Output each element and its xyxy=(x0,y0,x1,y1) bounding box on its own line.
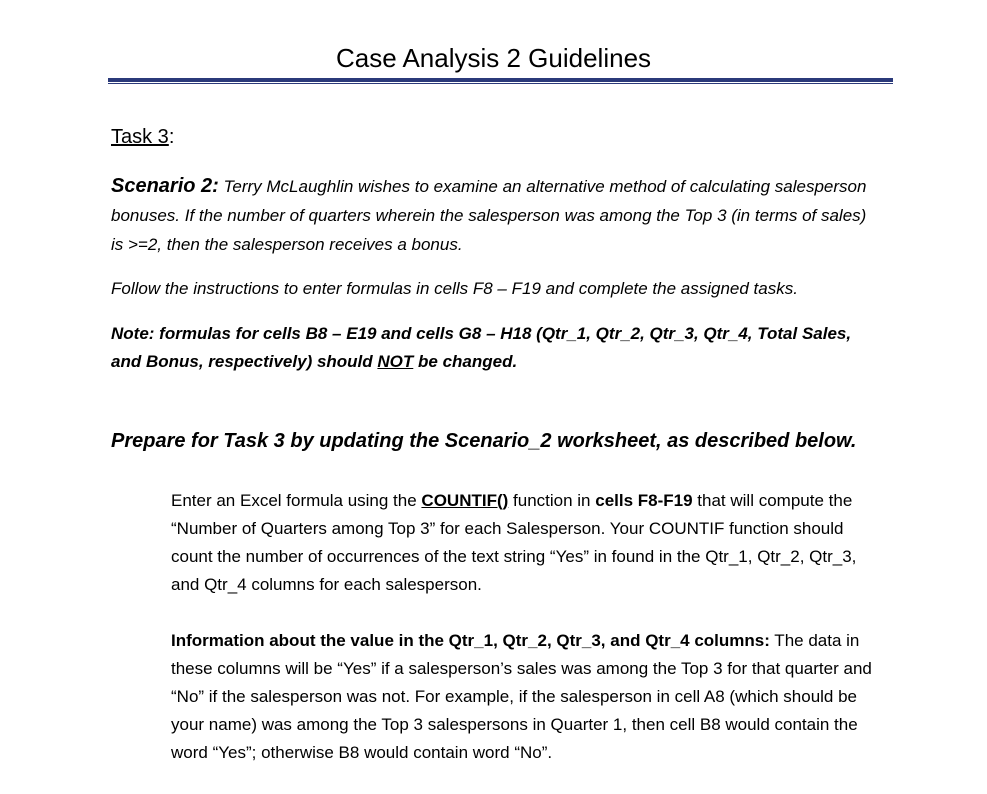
prepare-heading: Prepare for Task 3 by updating the Scenario_2 worksheet, as described below. xyxy=(111,430,857,452)
info-heading: Information about the value in the Qtr_1, Qtr_2, Qtr_3, and Qtr_4 columns: xyxy=(171,631,770,650)
note-before: Note: formulas for cells B8 – E19 and cells G8 – H18 (Qtr_1, Qtr_2, Qtr_3, Qtr_4, Total Sales, and Bonus, respectively) should xyxy=(111,324,852,371)
note-paragraph xyxy=(111,320,881,376)
task-heading xyxy=(111,124,174,150)
countif-function: COUNTIF() xyxy=(421,491,509,510)
title-divider-thick xyxy=(108,78,893,82)
info-paragraph xyxy=(171,627,886,767)
scenario-lead: Scenario 2: xyxy=(111,175,219,197)
note-emphasis: NOT xyxy=(377,352,414,371)
instruction-part1: Enter an Excel formula using the xyxy=(171,491,422,510)
instruction-paragraph xyxy=(171,487,886,599)
note-after: be changed. xyxy=(413,352,518,371)
info-text: The data in these columns will be “Yes” if a salesperson’s sales was among the Top 3 for that quarter and “No” if the salesperson was not. For example, if the salesperson in cell A8 (which should be your name) was among the Top 3 salespersons in Quarter 1, then cell B8 would contain the word “Yes”; otherwise B8 would contain word “No”. xyxy=(171,631,872,762)
task-label: Task 3 xyxy=(111,126,169,148)
page-title: Case Analysis 2 Guidelines xyxy=(335,43,652,73)
cells-reference: cells F8-F19 xyxy=(595,491,693,510)
follow-instructions: Follow the instructions to enter formulas in cells F8 – F19 and complete the assigned tasks. xyxy=(111,279,798,298)
instruction-part3: that will compute the “Number of Quarters among Top 3” for each Salesperson. Your COUNTIF function should count the number of occurrences of the text string “Yes” in found in the Qtr_1, Qtr_2, Qtr_3, and Qtr_4 columns for each salesperson. xyxy=(171,491,857,594)
task-colon: : xyxy=(168,126,175,148)
title-divider-thin xyxy=(108,83,893,84)
scenario-paragraph xyxy=(111,172,881,259)
instruction-part2: function in xyxy=(508,491,596,510)
scenario-text: Terry McLaughlin wishes to examine an alternative method of calculating salesperson bonuses. If the number of quarters wherein the salesperson was among the Top 3 (in terms of sales) is >=2, then the salesperson receives a bonus. xyxy=(111,177,867,254)
